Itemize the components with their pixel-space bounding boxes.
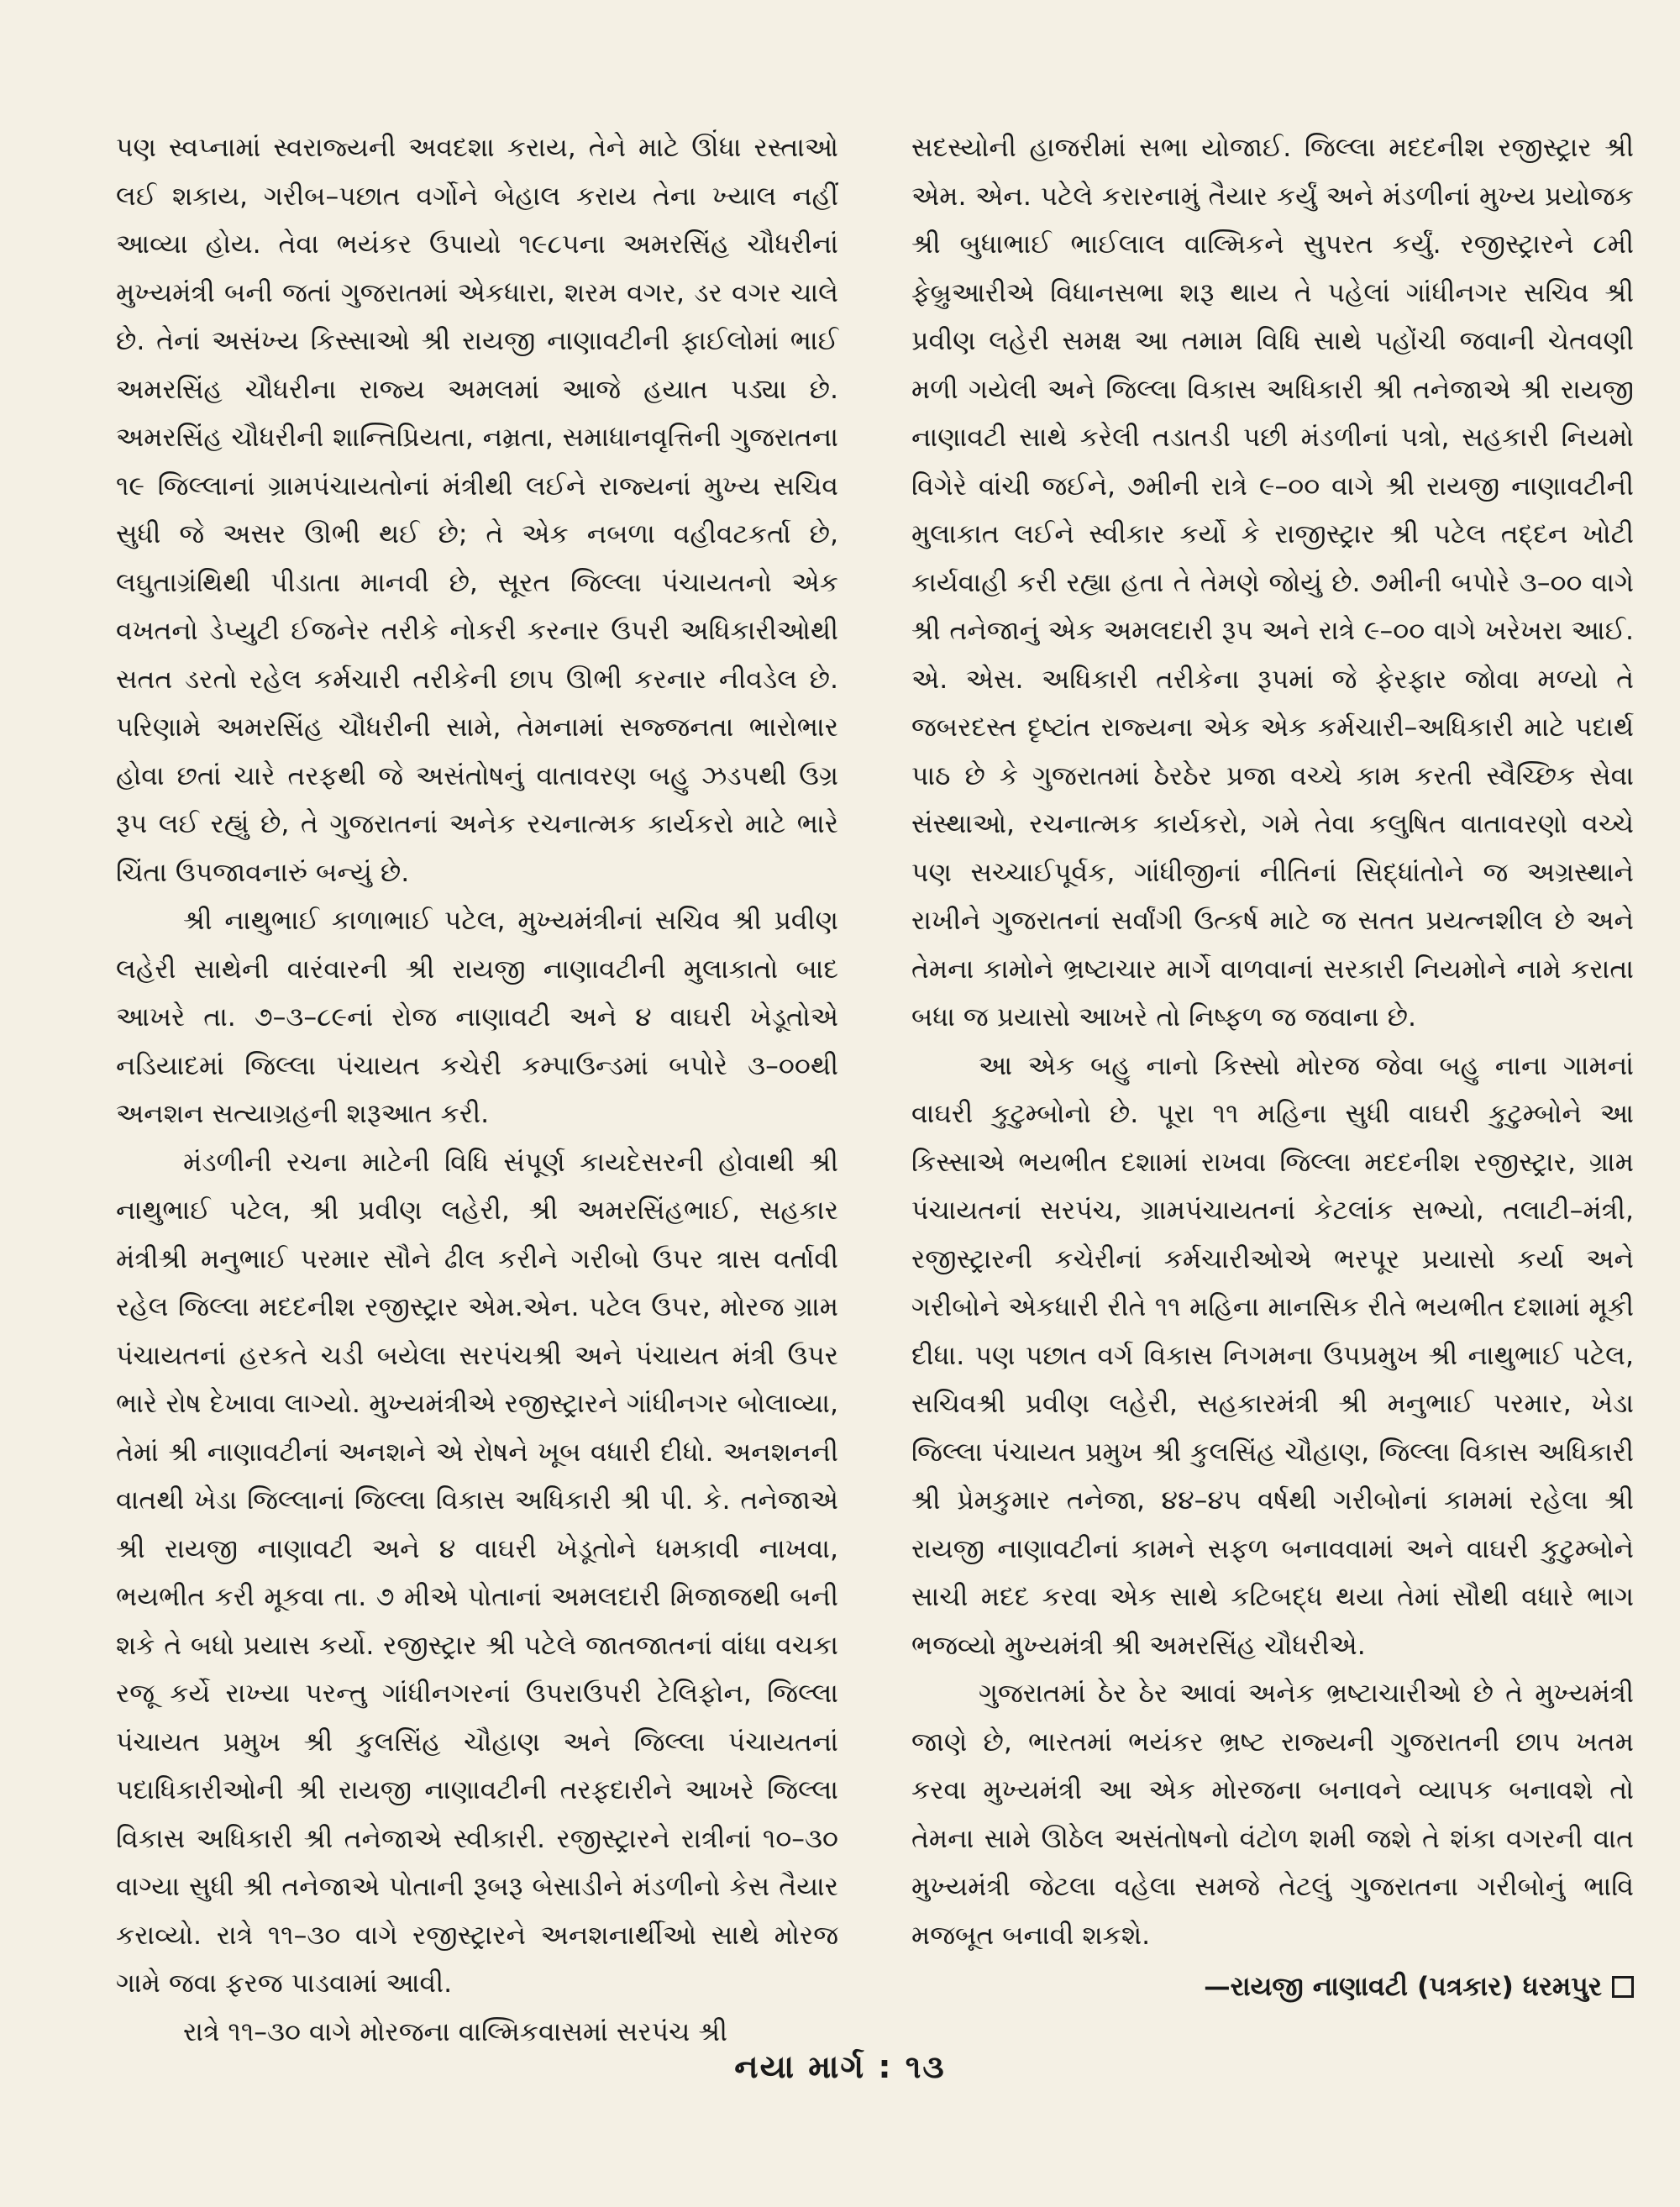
paragraph: રાત્રે ૧૧–૩૦ વાગે મોરજના વાલ્મિકવાસમાં સરપંચ શ્રી bbox=[183, 2016, 727, 2047]
article-right-column bbox=[911, 124, 1634, 2012]
paragraph: શ્રી નાથુભાઈ કાળાભાઈ પટેલ, મુખ્યમંત્રીનાં સચિવ શ્રી પ્રવીણ લહેરી સાથેની વારંવારની શ્રી રાયજી નાણાવટીની મુલાકાતો બાદ આખરે તા. ૭–૩–૮૯નાં રોજ નાણાવટી અને ૪ વાઘરી ખેડૂતોએ નડિયાદમાં જિલ્લા પંચાયત કચેરી કમ્પાઉન્ડમાં બપોરે ૩–૦૦થી અનશન સત્યાગ્રહની શરૂઆત કરી. bbox=[116, 906, 838, 1129]
paragraph: પણ સ્વપ્નામાં સ્વરાજ્યની અવદશા કરાય, તેને માટે ઊંધા રસ્તાઓ લઈ શકાય, ગરીબ–પછાત વર્ગોને બેહાલ કરાય તેના ખ્યાલ નહીં આવ્યા હોય. તેવા ભયંકર ઉપાયો ૧૯૮૫ના અમરસિંહ ચૌધરીનાં મુખ્યમંત્રી બની જતાં ગુજરાતમાં એકધારા, શરમ વગર, ડર વગર ચાલે છે. તેનાં અસંખ્ય કિસ્સાઓ શ્રી રાયજી નાણાવટીની ફાઈલોમાં ભાઈ અમરસિંહ ચૌધરીના રાજ્ય અમલમાં આજે હયાત પડ્યા છે. અમરસિંહ ચૌધરીની શાન્તિપ્રિયતા, નમ્રતા, સમાધાનવૃત્તિની ગુજરાતના ૧૯ જિલ્લાનાં ગ્રામપંચાયતોનાં મંત્રીથી લઈને રાજ્યનાં મુખ્ય સચિવ સુધી જે અસર ઊભી થઈ છે; તે એક નબળા વહીવટકર્તા છે, લઘુતાગ્રંથિથી પીડાતા માનવી છે, સૂરત જિલ્લા પંચાયતનો એક વખતનો ડેપ્યુટી ઈજનેર તરીકે નોકરી કરનાર ઉપરી અધિકારીઓથી સતત ડરતો રહેલ કર્મચારી તરીકેની છાપ ઊભી કરનાર નીવડેલ છે. પરિણામે અમરસિંહ ચૌધરીની સામે, તેમનામાં સજ્જનતા ભારોભાર હોવા છતાં ચારે તરફથી જે અસંતોષનું વાતાવરણ બહુ ઝડપથી ઉગ્ર રૂપ લઈ રહ્યું છે, તે ગુજરાતનાં અનેક રચનાત્મક કાર્યકરો માટે ભારે ચિંતા ઉપજાવનારું બન્યું છે. bbox=[116, 133, 838, 888]
paragraph: સદસ્યોની હાજરીમાં સભા યોજાઈ. જિલ્લા મદદનીશ રજીસ્ટ્રાર શ્રી એમ. એન. પટેલે કરારનામું તૈયાર કર્યું અને મંડળીનાં મુખ્ય પ્રયોજક શ્રી બુધાભાઈ ભાઈલાલ વાલ્મિકને સુપરત કર્યું. રજીસ્ટ્રારને ૮મી ફેબ્રુઆરીએ વિધાનસભા શરૂ થાય તે પહેલાં ગાંધીનગર સચિવ શ્રી પ્રવીણ લહેરી સમક્ષ આ તમામ વિધિ સાથે પહોંચી જવાની ચેતવણી મળી ગયેલી અને જિલ્લા વિકાસ અધિકારી શ્રી તનેજાએ શ્રી રાયજી નાણાવટી સાથે કરેલી તડાતડી પછી મંડળીનાં પત્રો, સહકારી નિયમો વિગેરે વાંચી જઈને, ૭મીની રાત્રે ૯–૦૦ વાગે શ્રી રાયજી નાણાવટીની મુલાકાત લઈને સ્વીકાર કર્યો કે રાજીસ્ટ્રાર શ્રી પટેલ તદ્દન ખોટી કાર્યવાહી કરી રહ્યા હતા તે તેમણે જોયું છે. ૭મીની બપોરે ૩–૦૦ વાગે શ્રી તનેજાનું એક અમલદારી રૂપ અને રાત્રે ૯–૦૦ વાગે ખરેખરા આઈ. એ. એસ. અધિકારી તરીકેના રૂપમાં જે ફેરફાર જોવા મળ્યો તે જબરદસ્ત દૃષ્ટાંત રાજ્યના એક એક કર્મચારી–અધિકારી માટે પદાર્થ પાઠ છે કે ગુજરાતમાં ઠેરઠેર પ્રજા વચ્ચે કામ કરતી સ્વૈચ્છિક સેવા સંસ્થાઓ, રચનાત્મક કાર્યકરો, ગમે તેવા કલુષિત વાતાવરણો વચ્ચે પણ સચ્ચાઈપૂર્વક, ગાંધીજીનાં નીતિનાં સિદ્ધાંતોને જ અગ્રસ્થાને રાખીને ગુજરાતનાં સર્વાંગી ઉત્કર્ષ માટે જ સતત પ્રયત્નશીલ છે અને તેમના કામોને ભ્રષ્ટાચાર માર્ગે વાળવાનાં સરકારી નિયમોને નામે કરાતા બધા જ પ્રયાસો આખરે તો નિષ્ફળ જ જવાના છે. bbox=[911, 133, 1634, 1033]
paragraph: મંડળીની રચના માટેની વિધિ સંપૂર્ણ કાયદેસરની હોવાથી શ્રી નાથુભાઈ પટેલ, શ્રી પ્રવીણ લહેરી, શ્રી અમરસિંહભાઈ, સહકાર મંત્રીશ્રી મનુભાઈ પરમાર સૌને ઢીલ કરીને ગરીબો ઉપર ત્રાસ વર્તાવી રહેલ જિલ્લા મદદનીશ રજીસ્ટ્રાર એમ.એન. પટેલ ઉપર, મોરજ ગ્રામ પંચાયતનાં હરકતે ચડી બયેલા સરપંચશ્રી અને પંચાયત મંત્રી ઉપર ભારે રોષ દેખાવા લાગ્યો. મુખ્યમંત્રીએ રજીસ્ટ્રારને ગાંધીનગર બોલાવ્યા, તેમાં શ્રી નાણાવટીનાં અનશને એ રોષને ખૂબ વધારી દીધો. અનશનની વાતથી ખેડા જિલ્લાનાં જિલ્લા વિકાસ અધિકારી શ્રી પી. કે. તનેજાએ શ્રી રાયજી નાણાવટી અને ૪ વાઘરી ખેડૂતોને ધમકાવી નાખવા, ભયભીત કરી મૂકવા તા. ૭ મીએ પોતાનાં અમલદારી મિજાજથી બની શકે તે બધો પ્રયાસ કર્યો. રજીસ્ટ્રાર શ્રી પટેલે જાતજાતનાં વાંધા વચકા રજૂ કર્યે રાખ્યા પરન્તુ ગાંધીનગરનાં ઉપરાઉપરી ટેલિફોન, જિલ્લા પંચાયત પ્રમુખ શ્રી કુલસિંહ ચૌહાણ અને જિલ્લા પંચાયતનાં પદાધિકારીઓની શ્રી રાયજી નાણાવટીની તરફદારીને આખરે જિલ્લા વિકાસ અધિકારી શ્રી તનેજાએ સ્વીકારી. રજીસ્ટ્રારને રાત્રીનાં ૧૦–૩૦ વાગ્યા સુધી શ્રી તનેજાએ પોતાની રૂબરૂ બેસાડીને મંડળીનો કેસ તૈયાર કરાવ્યો. રાત્રે ૧૧–૩૦ વાગે રજીસ્ટ્રારને અનશનાર્થીઓ સાથે મોરજ ગામે જવા ફરજ પાડવામાં આવી. bbox=[116, 1147, 838, 1999]
article-left-column bbox=[116, 124, 838, 2057]
page-footer bbox=[0, 2048, 1680, 2086]
end-of-article-box-icon bbox=[1612, 1976, 1634, 1998]
paragraph: આ એક બહુ નાનો કિસ્સો મોરજ જેવા બહુ નાના ગામનાં વાઘરી કુટુમ્બોનો છે. પૂરા ૧૧ મહિના સુધી વાઘરી કુટુમ્બોને આ કિસ્સાએ ભયભીત દશામાં રાખવા જિલ્લા મદદનીશ રજીસ્ટ્રાર, ગ્રામ પંચાયતનાં સરપંચ, ગ્રામપંચાયતનાં કેટલાંક સભ્યો, તલાટી–મંત્રી, રજીસ્ટ્રારની કચેરીનાં કર્મચારીઓએ ભરપૂર પ્રયાસો કર્યા અને ગરીબોને એકધારી રીતે ૧૧ મહિના માનસિક રીતે ભયભીત દશામાં મૂકી દીધા. પણ પછાત વર્ગ વિકાસ નિગમના ઉપપ્રમુખ શ્રી નાથુભાઈ પટેલ, સચિવશ્રી પ્રવીણ લહેરી, સહકારમંત્રી શ્રી મનુભાઈ પરમાર, ખેડા જિલ્લા પંચાયત પ્રમુખ શ્રી કુલસિંહ ચૌહાણ, જિલ્લા વિકાસ અધિકારી શ્રી પ્રેમકુમાર તનેજા, ૪૪–૪૫ વર્ષથી ગરીબોનાં કામમાં રહેલા શ્રી રાયજી નાણાવટીનાં કામને સફળ બનાવવામાં અને વાઘરી કુટુમ્બોને સાચી મદદ કરવા એક સાથે કટિબદ્ધ થયા તેમાં સૌથી વધારે ભાગ ભજવ્યો મુખ્યમંત્રી શ્રી અમરસિંહ ચૌધરીએ. bbox=[911, 1050, 1634, 1661]
author-signature bbox=[911, 1963, 1634, 2012]
author-signature-text: —રાયજી નાણાવટી (પત્રકાર) ધરમપુર bbox=[1204, 1972, 1602, 2002]
page-number-label: નયા માર્ગ : ૧૩ bbox=[734, 2048, 946, 2085]
paragraph: ગુજરાતમાં ઠેર ઠેર આવાં અનેક ભ્રષ્ટાચારીઓ છે તે મુખ્યમંત્રી જાણે છે, ભારતમાં ભયંકર ભ્રષ્ટ રાજ્યની ગુજરાતની છાપ ખતમ કરવા મુખ્યમંત્રી આ એક મોરજના બનાવને વ્યાપક બનાવશે તો તેમના સામે ઊઠેલ અસંતોષનો વંટોળ શમી જશે તે શંકા વગરની વાત મુખ્યમંત્રી જેટલા વહેલા સમજે તેટલું ગુજરાતના ગરીબોનું ભાવિ મજબૂત બનાવી શકશે. bbox=[911, 1679, 1634, 1951]
